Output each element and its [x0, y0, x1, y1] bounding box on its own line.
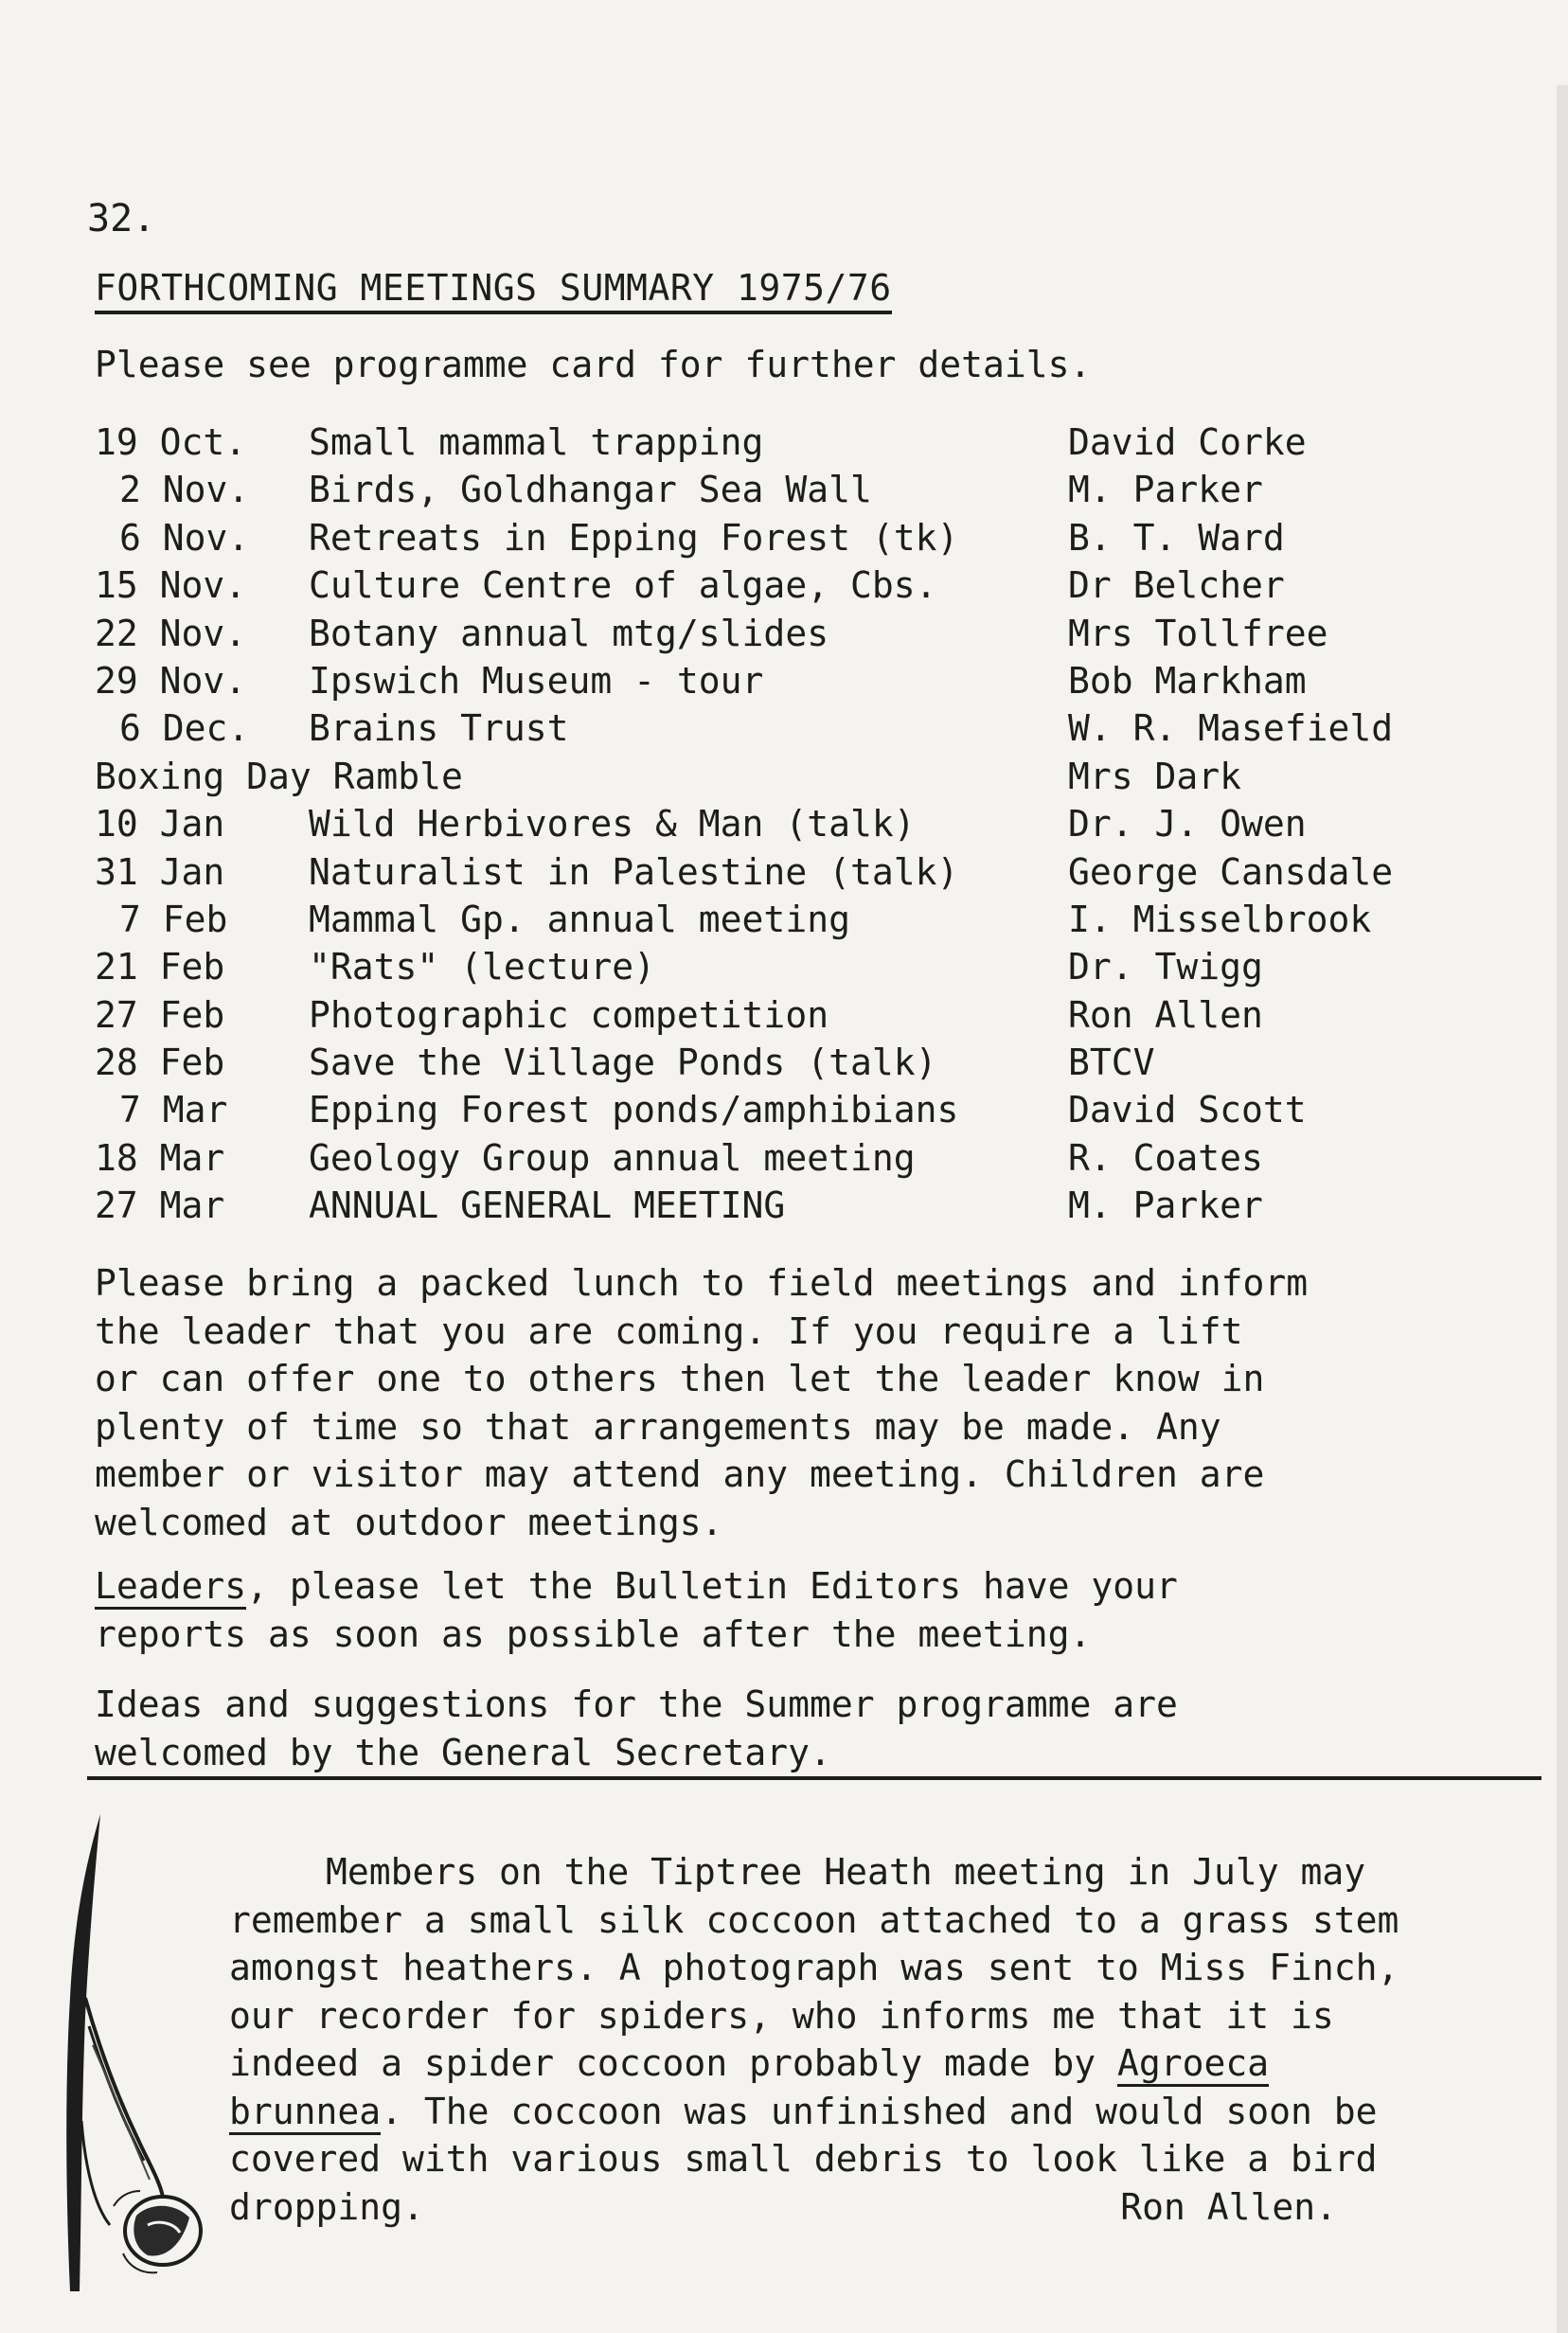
- meeting-leader: M. Parker: [1068, 469, 1263, 511]
- meeting-event: Epping Forest ponds/amphibians: [309, 1089, 959, 1131]
- meeting-date: 10 Jan: [95, 803, 225, 846]
- page-title: FORTHCOMING MEETINGS SUMMARY 1975/76: [95, 267, 892, 314]
- table-row: [95, 896, 1496, 943]
- meeting-event: Naturalist in Palestine (talk): [309, 850, 959, 893]
- species-name-genus: Agroeca: [1117, 2042, 1269, 2087]
- meeting-leader: David Corke: [1068, 421, 1307, 463]
- note-line-text: dropping.: [229, 2185, 424, 2228]
- table-row: [95, 800, 1496, 847]
- meeting-date: 31 Jan: [95, 850, 225, 893]
- meeting-leader: BTCV: [1068, 1042, 1155, 1084]
- meeting-leader: Mrs Dark: [1068, 755, 1242, 797]
- meeting-event: Photographic competition: [309, 993, 829, 1036]
- meetings-table: [95, 419, 1496, 1230]
- meeting-event: ANNUAL GENERAL MEETING: [309, 1184, 786, 1227]
- table-row: [95, 1134, 1496, 1182]
- page-edge-shadow: [1557, 85, 1568, 2333]
- spider-coccoon-note: [229, 1848, 1555, 2231]
- meeting-date: 6 Dec.: [119, 707, 250, 750]
- section-divider: [87, 1776, 1541, 1780]
- table-row: [95, 466, 1496, 513]
- note-line-text: indeed a spider coccoon probably made by: [229, 2042, 1117, 2084]
- table-row: [95, 753, 1496, 800]
- meeting-event: Botany annual mtg/slides: [309, 612, 829, 654]
- meeting-date: 28 Feb: [95, 1042, 225, 1084]
- note-line: [229, 2183, 1555, 2232]
- field-meetings-paragraph: Please bring a packed lunch to field meetings and inform the leader that you are coming. If you require a lift or can offer one to others then let the leader know in plenty of time so that arrangements may be made. Any member or visitor may attend any meeting. Children are welcomed at outdoor meetings.: [95, 1262, 1309, 1543]
- table-row: [95, 1039, 1496, 1086]
- subheading: Please see programme card for further details.: [95, 344, 1092, 385]
- meeting-event: Ipswich Museum - tour: [309, 659, 764, 702]
- leaders-paragraph-text: , please let the Bulletin Editors have your reports as soon as possible after the meeting.: [95, 1565, 1178, 1655]
- table-row: [95, 419, 1496, 466]
- table-row: [95, 657, 1496, 704]
- meeting-leader: Dr. Twigg: [1068, 946, 1263, 988]
- meeting-date: 29 Nov.: [95, 659, 247, 702]
- table-row: [95, 1086, 1496, 1133]
- meeting-date: 2 Nov.: [119, 469, 250, 511]
- page-number: 32.: [87, 197, 156, 240]
- note-line: [229, 2039, 1555, 2088]
- meeting-date: 15 Nov.: [95, 564, 247, 607]
- meeting-leader: W. R. Masefield: [1068, 707, 1394, 750]
- meeting-event: Save the Village Ponds (talk): [309, 1042, 937, 1084]
- table-row: [95, 1182, 1496, 1229]
- meeting-date: 6 Nov.: [119, 516, 250, 559]
- meeting-event: Brains Trust: [309, 707, 569, 750]
- meeting-event: Wild Herbivores & Man (talk): [309, 803, 916, 846]
- meeting-date: 19 Oct.: [95, 421, 247, 463]
- meeting-date: 27 Mar: [95, 1184, 225, 1227]
- table-row: [95, 514, 1496, 561]
- table-row: [95, 943, 1496, 990]
- meeting-date: 21 Feb: [95, 946, 225, 988]
- table-row: [95, 848, 1496, 896]
- meeting-date: Boxing Day Ramble: [95, 755, 463, 797]
- meeting-date: 22 Nov.: [95, 612, 247, 654]
- meeting-leader: I. Misselbrook: [1068, 898, 1372, 940]
- meeting-leader: M. Parker: [1068, 1184, 1263, 1227]
- meeting-date: 18 Mar: [95, 1136, 225, 1179]
- meeting-event: Birds, Goldhangar Sea Wall: [309, 469, 872, 511]
- meeting-leader: David Scott: [1068, 1089, 1307, 1131]
- leaders-paragraph: [95, 1562, 1496, 1658]
- meeting-event: Geology Group annual meeting: [309, 1136, 916, 1179]
- meeting-leader: George Cansdale: [1068, 850, 1394, 893]
- meeting-event: Retreats in Epping Forest (tk): [309, 516, 959, 559]
- meeting-event: Culture Centre of algae, Cbs.: [309, 564, 937, 607]
- table-row: [95, 704, 1496, 752]
- table-row: [95, 561, 1496, 609]
- note-line: Members on the Tiptree Heath meeting in July may: [326, 1851, 1366, 1893]
- meeting-leader: Mrs Tollfree: [1068, 612, 1328, 654]
- meeting-event: Mammal Gp. annual meeting: [309, 898, 850, 940]
- meeting-date: 7 Mar: [119, 1089, 228, 1131]
- note-line-text: . The coccoon was unfinished and would soon be: [381, 2090, 1378, 2132]
- leaders-underlined-word: Leaders: [95, 1565, 246, 1610]
- meeting-leader: B. T. Ward: [1068, 516, 1285, 559]
- meeting-leader: Ron Allen: [1068, 993, 1263, 1036]
- meeting-leader: R. Coates: [1068, 1136, 1263, 1179]
- note-line: [229, 2088, 1555, 2136]
- meeting-leader: Dr. J. Owen: [1068, 803, 1307, 846]
- note-line: our recorder for spiders, who informs me that it is: [229, 1994, 1334, 2037]
- ideas-paragraph: Ideas and suggestions for the Summer programme are welcomed by the General Secretary.: [95, 1683, 1178, 1773]
- meeting-leader: Dr Belcher: [1068, 564, 1285, 607]
- species-name-epithet: brunnea: [229, 2091, 381, 2135]
- table-row: [95, 610, 1496, 657]
- note-line: amongst heathers. A photograph was sent to Miss Finch,: [229, 1947, 1399, 1988]
- meeting-date: 27 Feb: [95, 993, 225, 1036]
- note-line: remember a small silk coccoon attached to a grass stem: [229, 1898, 1399, 1941]
- grass-stem-coccoon-illustration: [57, 1808, 218, 2301]
- table-row: [95, 991, 1496, 1039]
- meeting-leader: Bob Markham: [1068, 659, 1307, 702]
- note-line: covered with various small debris to look like a bird: [229, 2138, 1378, 2180]
- meeting-date: 7 Feb: [119, 898, 228, 940]
- author-signature: Ron Allen.: [1120, 2185, 1337, 2228]
- meeting-event: Small mammal trapping: [309, 421, 764, 463]
- meeting-event: "Rats" (lecture): [309, 946, 656, 988]
